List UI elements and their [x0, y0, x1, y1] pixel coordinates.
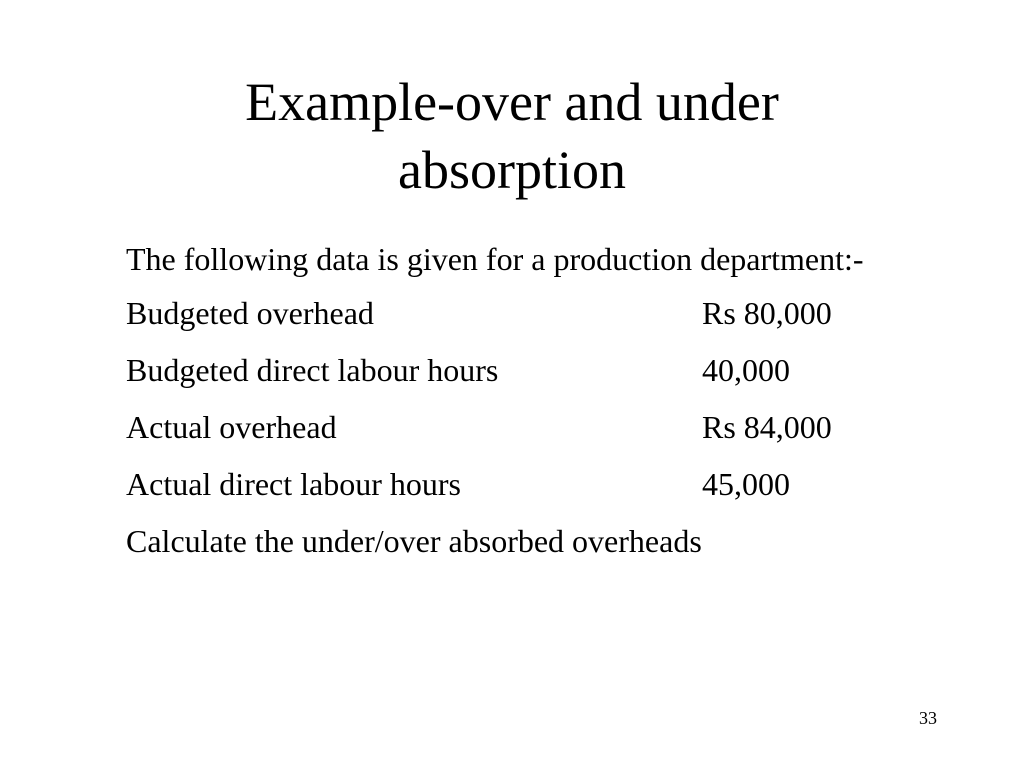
intro-text: The following data is given for a production department:- — [126, 241, 864, 277]
data-row-budgeted-overhead — [126, 290, 926, 347]
data-row-actual-overhead — [126, 404, 926, 461]
slide-title-line-1: Example-over and under — [245, 72, 779, 132]
row-label: Actual direct labour hours — [126, 466, 461, 502]
row-value: Rs 84,000 — [702, 409, 832, 445]
page-number: 33 — [919, 708, 937, 728]
row-value: Rs 80,000 — [702, 295, 832, 331]
row-label: Budgeted overhead — [126, 295, 374, 331]
slide-title — [0, 68, 1024, 204]
data-row-actual-labour-hours — [126, 461, 926, 518]
row-label: Budgeted direct labour hours — [126, 352, 499, 388]
data-row-budgeted-labour-hours — [126, 347, 926, 404]
slide-body — [126, 236, 926, 564]
conclusion-text: Calculate the under/over absorbed overheads — [126, 523, 702, 559]
row-value: 45,000 — [702, 466, 790, 502]
row-value: 40,000 — [702, 352, 790, 388]
slide-title-line-2: absorption — [398, 140, 626, 200]
row-label: Actual overhead — [126, 409, 337, 445]
